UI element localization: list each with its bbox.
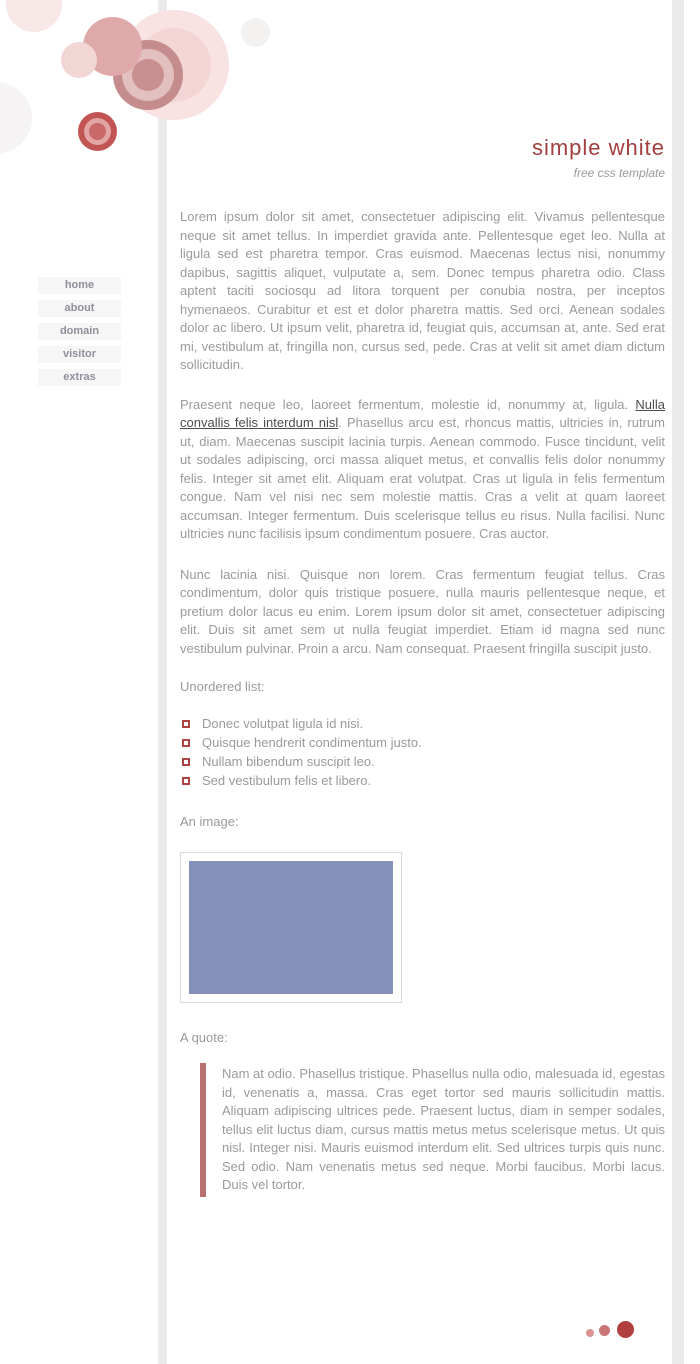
quote-text: Nam at odio. Phasellus tristique. Phasellus nulla odio, malesuada id, egestas id, venenatis a, massa. Cras eget tortor sed mauris sollicitudin mattis. Aliquam adipiscing ultrices pede. Praesent luctus, diam in semper sodales, tellus elit luctus diam, cursus mattis metus metus scelerisque metus. Ut quis nisl. Integer nisi. Mauris euismod interdum elit. Sed ultrices turpis quis nunc. Sed odio. Nam venenatis metus sed neque. Morbi faucibus. Morbi lacus. Duis vel tortor. bbox=[222, 1066, 665, 1192]
blockquote bbox=[200, 1063, 665, 1197]
list-item: Nullam bibendum suscipit leo. bbox=[180, 752, 665, 771]
paragraph-2-text-after: . Phasellus arcu est, rhoncus mattis, ultricies in, rutrum ut, diam. Maecenas suscipit lacinia turpis. Aenean commodo. Fusce tincidunt, velit ut sodales adipiscing, orci massa aliquet metus, et convallis felis dolor nonummy felis. Integer sit amet elit. Aliquam erat volutpat. Cras ut ligula in felis fermentum congue. Nam vel nisi nec sem molestie mattis. Cras a velit at quam laoreet accumsan. Integer fermentum. Duis scelerisque tellus eu risus. Nulla facilisi. Nunc ultricies nunc facilisis ipsum condimentum posuere. Cras auctor. bbox=[180, 415, 665, 541]
decorative-red-ring-core bbox=[89, 123, 106, 140]
sidebar-item-domain[interactable]: domain bbox=[38, 323, 121, 340]
sidebar-item-extras[interactable]: extras bbox=[38, 369, 121, 386]
right-separator-line bbox=[672, 0, 684, 1364]
image-heading: An image: bbox=[180, 814, 239, 829]
main-content bbox=[180, 0, 665, 1197]
sidebar-nav bbox=[38, 277, 121, 392]
pager-dot-large[interactable] bbox=[617, 1321, 634, 1338]
pager-dot-medium[interactable] bbox=[599, 1325, 610, 1336]
decorative-ring-core bbox=[132, 59, 164, 91]
inline-text-link[interactable]: Nulla convallis felis interdum nisl bbox=[180, 396, 665, 430]
sidebar-item-about[interactable]: about bbox=[38, 300, 121, 317]
paragraph-1: Lorem ipsum dolor sit amet, consectetuer adipiscing elit. Vivamus pellentesque neque sit amet tellus. In imperdiet gravida ante. Pellentesque eget leo. Nulla at ligula sed est pharetra tempor. Cras euismod. Maecenas lectus nisi, nonummy dapibus, sagittis aliquet, vulputate a, sem. Donec tempus pharetra odio. Class aptent taciti sociosqu ad litora torquent per conubia nostra, per inceptos hymenaeos. Curabitur et est et dolor pharetra mattis. Sed orci. Aenean sodales dolor ac libero. Ut ipsum velit, pharetra id, feugiat quis, accumsan at, ante. Sed erat mi, vestibulum at, fringilla non, cursus sed, pede. Cras at velit sit amet diam dictum sollicitudin. bbox=[180, 209, 665, 372]
quote-heading: A quote: bbox=[180, 1030, 228, 1045]
list-item: Sed vestibulum felis et libero. bbox=[180, 771, 665, 790]
sidebar-item-visitor[interactable]: visitor bbox=[38, 346, 121, 363]
decorative-circle-topleft bbox=[6, 0, 62, 32]
sidebar-item-home[interactable]: home bbox=[38, 277, 121, 294]
left-separator-line bbox=[158, 0, 167, 1364]
framed-image bbox=[180, 852, 402, 1003]
list-item: Quisque hendrerit condimentum justo. bbox=[180, 733, 665, 752]
paragraph-3: Nunc lacinia nisi. Quisque non lorem. Cras fermentum feugiat tellus. Cras condimentum, dolor quis tristique posuere, nulla mauris pellentesque neque, et pretium dolor lacus eu enim. Lorem ipsum dolor sit amet, consectetuer adipiscing elit. Duis sit amet sem ut nulla feugiat imperdiet. Etiam id magna sed nunc vestibulum pulvinar. Proin a arcu. Nam consequat. Praesent fringilla suscipit justo. bbox=[180, 566, 665, 656]
page-title: simple white bbox=[531, 135, 665, 160]
list-item: Donec volutpat ligula id nisi. bbox=[180, 714, 665, 733]
page-subtitle: free css template bbox=[573, 166, 665, 180]
paragraph-2 bbox=[180, 396, 665, 544]
sky-clouds-photo bbox=[189, 861, 393, 994]
decorative-circle-small-light bbox=[61, 42, 97, 78]
decorative-circle-left-gray bbox=[0, 82, 32, 154]
paragraph-2-text-before: Praesent neque leo, laoreet fermentum, molestie id, nonummy at, ligula. bbox=[180, 396, 636, 412]
unordered-list bbox=[180, 714, 665, 790]
unordered-list-heading: Unordered list: bbox=[180, 679, 265, 694]
pager-dot-small[interactable] bbox=[586, 1329, 594, 1337]
